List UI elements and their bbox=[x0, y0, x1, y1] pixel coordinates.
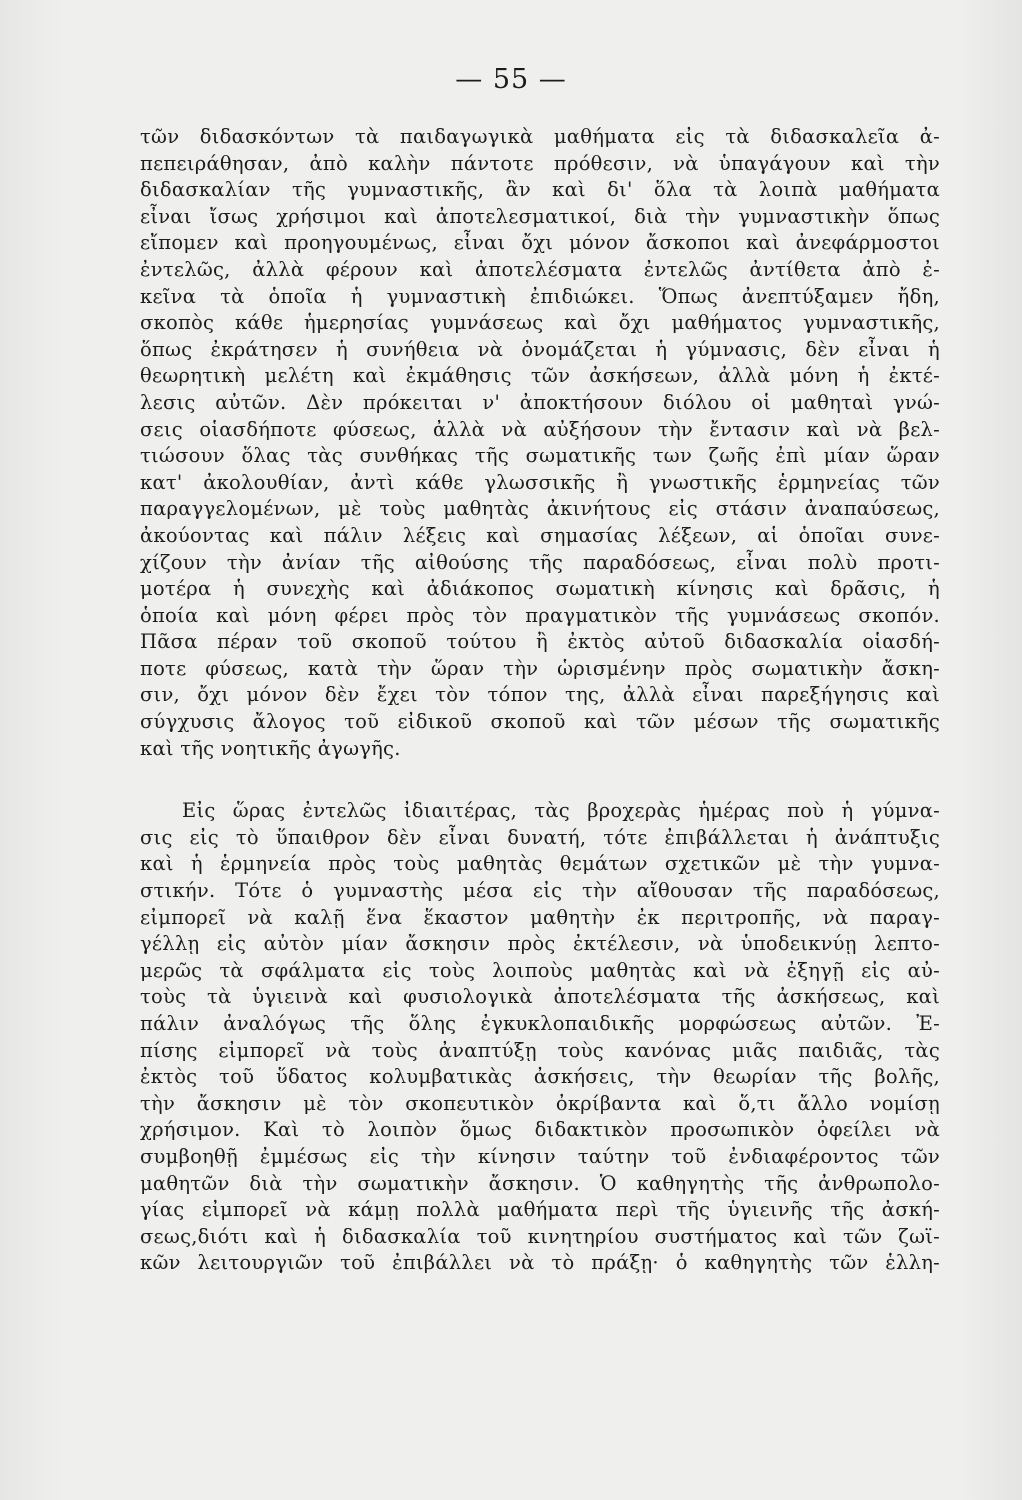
text-line: μοτέρα ἡ συνεχὴς καὶ ἀδιάκοπος σωματικὴ κίνησις καὶ δρᾶσις, ἡ bbox=[140, 577, 940, 601]
paragraph bbox=[140, 124, 940, 762]
text-line: ποτε φύσεως, κατὰ τὴν ὥραν τὴν ὡρισμένην πρὸς σωματικὴν ἄσκη- bbox=[140, 656, 940, 680]
text-line: εἴπομεν καὶ προηγουμένως, εἶναι ὄχι μόνον ἄσκοποι καὶ ἀνεφάρμοστοι bbox=[140, 231, 940, 255]
text-line: κατ' ἀκολουθίαν, ἀντὶ κάθε γλωσσικῆς ἢ γνωστικῆς ἑρμηνείας τῶν bbox=[140, 470, 940, 494]
text-line: χίζουν τὴν ἀνίαν τῆς αἰθούσης τῆς παραδόσεως, εἶναι πολὺ προτι- bbox=[140, 550, 940, 574]
text-line: Εἰς ὥρας ἐντελῶς ἰδιαιτέρας, τὰς βροχερὰς ἡμέρας ποὺ ἡ γύμνα- bbox=[182, 799, 940, 823]
body-text bbox=[140, 124, 940, 1277]
text-line: τιώσουν ὅλας τὰς συνθήκας τῆς σωματικῆς των ζωῆς ἐπὶ μίαν ὥραν bbox=[140, 444, 940, 468]
text-line: χρήσιμον. Καὶ τὸ λοιπὸν ὅμως διδακτικὸν προσωπικὸν ὀφείλει νὰ bbox=[140, 1118, 940, 1142]
text-line: σύγχυσις ἄλογος τοῦ εἰδικοῦ σκοποῦ καὶ τῶν μέσων τῆς σωματικῆς bbox=[140, 710, 940, 734]
text-line: σις εἰς τὸ ὕπαιθρον δὲν εἶναι δυνατή, τότε ἐπιβάλλεται ἡ ἀνάπτυξις bbox=[140, 825, 940, 849]
text-line: ἐντελῶς, ἀλλὰ φέρουν καὶ ἀποτελέσματα ἐντελῶς ἀντίθετα ἀπὸ ἐ- bbox=[140, 257, 940, 281]
text-line: διδασκαλίαν τῆς γυμναστικῆς, ἂν καὶ δι' ὅλα τὰ λοιπὰ μαθήματα bbox=[140, 178, 940, 202]
text-line: σιν, ὄχι μόνον δὲν ἔχει τὸν τόπον της, ἀλλὰ εἶναι παρεξήγησις καὶ bbox=[140, 683, 940, 707]
text-line: πίσης εἰμπορεῖ νὰ τοὺς ἀναπτύξῃ τοὺς κανόνας μιᾶς παιδιᾶς, τὰς bbox=[140, 1038, 940, 1062]
text-line: θεωρητικὴ μελέτη καὶ ἐκμάθησις τῶν ἀσκήσεων, ἀλλὰ μόνη ἡ ἐκτέ- bbox=[140, 364, 940, 388]
text-line: ἐκτὸς τοῦ ὕδατος κολυμβατικὰς ἀσκήσεις, τὴν θεωρίαν τῆς βολῆς, bbox=[140, 1065, 940, 1089]
page-number: — 55 — bbox=[455, 64, 567, 95]
paragraph bbox=[140, 798, 940, 1277]
text-line: κεῖνα τὰ ὁποῖα ἡ γυμναστικὴ ἐπιδιώκει. Ὅπως ἀνεπτύξαμεν ἤδη, bbox=[140, 284, 940, 308]
text-line: τοὺς τὰ ὑγιεινὰ καὶ φυσιολογικὰ ἀποτελέσματα τῆς ἀσκήσεως, καὶ bbox=[140, 985, 940, 1009]
text-line: λεσις αὐτῶν. Δὲν πρόκειται ν' ἀποκτήσουν διόλου οἱ μαθηταὶ γνώ- bbox=[140, 390, 940, 414]
text-line: καὶ ἡ ἑρμηνεία πρὸς τοὺς μαθητὰς θεμάτων σχετικῶν μὲ τὴν γυμνα- bbox=[140, 852, 940, 876]
text-line: ὁποία καὶ μόνη φέρει πρὸς τὸν πραγματικὸν τῆς γυμνάσεως σκοπόν. bbox=[140, 603, 940, 627]
text-line: γέλλῃ εἰς αὐτὸν μίαν ἄσκησιν πρὸς ἐκτέλεσιν, νὰ ὑποδεικνύῃ λεπτο- bbox=[140, 932, 940, 956]
text-line: παραγγελομένων, μὲ τοὺς μαθητὰς ἀκινήτους εἰς στάσιν ἀναπαύσεως, bbox=[140, 497, 940, 521]
text-line: μερῶς τὰ σφάλματα εἰς τοὺς λοιποὺς μαθητὰς καὶ νὰ ἐξηγῇ εἰς αὐ- bbox=[140, 958, 940, 982]
text-line: εἰμπορεῖ νὰ καλῇ ἕνα ἕκαστον μαθητὴν ἐκ περιτροπῆς, νὰ παραγ- bbox=[140, 905, 940, 929]
text-line: ὅπως ἐκράτησεν ἡ συνήθεια νὰ ὀνομάζεται ἡ γύμνασις, δὲν εἶναι ἡ bbox=[140, 337, 940, 361]
text-line: τὴν ἄσκησιν μὲ τὸν σκοπευτικὸν ὀκρίβαντα καὶ ὅ,τι ἄλλο νομίσῃ bbox=[140, 1091, 940, 1115]
text-line: σκοπὸς κάθε ἡμερησίας γυμνάσεως καὶ ὄχι μαθήματος γυμναστικῆς, bbox=[140, 311, 940, 335]
text-line: συμβοηθῇ ἐμμέσως εἰς τὴν κίνησιν ταύτην τοῦ ἐνδιαφέροντος τῶν bbox=[140, 1144, 940, 1168]
text-line: εἶναι ἴσως χρήσιμοι καὶ ἀποτελεσματικοί, διὰ τὴν γυμναστικὴν ὅπως bbox=[140, 204, 940, 228]
text-line: κῶν λειτουργιῶν τοῦ ἐπιβάλλει νὰ τὸ πράξῃ· ὁ καθηγητὴς τῶν ἑλλη- bbox=[140, 1251, 940, 1275]
text-line: πεπειράθησαν, ἀπὸ καλὴν πάντοτε πρόθεσιν, νὰ ὑπαγάγουν καὶ τὴν bbox=[140, 151, 940, 175]
text-line: σεως,διότι καὶ ἡ διδασκαλία τοῦ κινητηρίου συστήματος καὶ τῶν ζωϊ- bbox=[140, 1224, 940, 1248]
text-line: καὶ τῆς νοητικῆς ἀγωγῆς. bbox=[140, 736, 401, 760]
text-line: Πᾶσα πέραν τοῦ σκοποῦ τούτου ἢ ἐκτὸς αὐτοῦ διδασκαλία οἱασδή- bbox=[140, 630, 940, 654]
text-line: ἀκούοντας καὶ πάλιν λέξεις καὶ σημασίας λέξεων, αἱ ὁποῖαι συνε- bbox=[140, 523, 940, 547]
text-line: μαθητῶν διὰ τὴν σωματικὴν ἄσκησιν. Ὁ καθηγητὴς τῆς ἀνθρωπολο- bbox=[140, 1171, 940, 1195]
text-line: γίας εἰμπορεῖ νὰ κάμῃ πολλὰ μαθήματα περὶ τῆς ὑγιεινῆς τῆς ἀσκή- bbox=[140, 1198, 940, 1222]
text-line: πάλιν ἀναλόγως τῆς ὅλης ἐγκυκλοπαιδικῆς μορφώσεως αὐτῶν. Ἐ- bbox=[140, 1012, 940, 1035]
text-line: σεις οἱασδήποτε φύσεως, ἀλλὰ νὰ αὐξήσουν τὴν ἔντασιν καὶ νὰ βελ- bbox=[140, 417, 940, 441]
text-line: τῶν διδασκόντων τὰ παιδαγωγικὰ μαθήματα εἰς τὰ διδασκαλεῖα ἀ- bbox=[140, 125, 940, 148]
text-line: στικήν. Τότε ὁ γυμναστὴς μέσα εἰς τὴν αἴθουσαν τῆς παραδόσεως, bbox=[140, 879, 940, 903]
